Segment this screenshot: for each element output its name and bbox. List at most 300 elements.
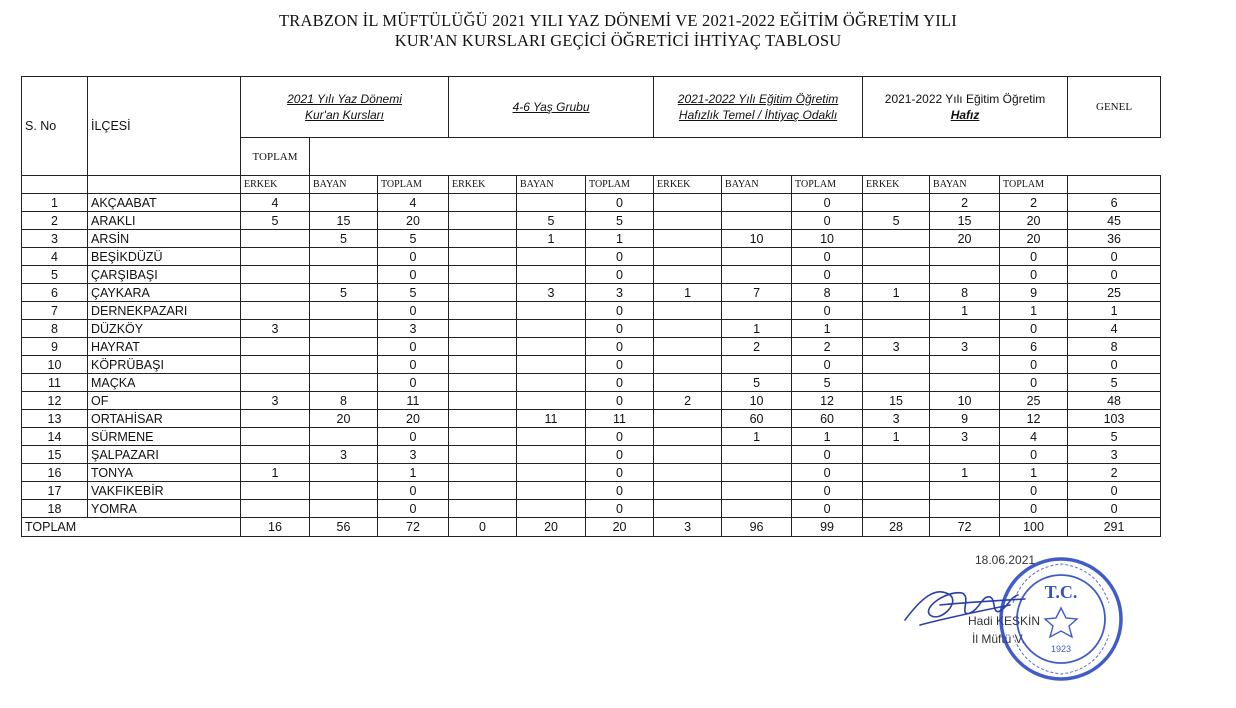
value-cell: 11 [586, 410, 654, 428]
value-cell [241, 356, 310, 374]
row-number: 5 [22, 266, 88, 284]
header-sno: S. No [22, 77, 88, 176]
value-cell [310, 194, 378, 212]
value-cell [654, 320, 722, 338]
value-cell: 0 [792, 446, 863, 464]
sub-bayan: BAYAN [310, 176, 378, 194]
value-cell: 5 [722, 374, 792, 392]
value-cell: 0 [586, 464, 654, 482]
svg-text:T.C.: T.C. [1044, 582, 1078, 602]
value-cell [930, 482, 1000, 500]
value-cell [930, 356, 1000, 374]
header-genel-toplam: TOPLAM [241, 138, 310, 176]
sub-erkek: ERKEK [241, 176, 310, 194]
district-name: TONYA [88, 464, 241, 482]
value-cell [654, 374, 722, 392]
row-number: 13 [22, 410, 88, 428]
value-cell: 1 [654, 284, 722, 302]
value-cell [517, 302, 586, 320]
sub-toplam: TOPLAM [378, 176, 449, 194]
total-cell: 72 [930, 518, 1000, 537]
value-cell [930, 500, 1000, 518]
signature-name: Hadi KESKİN [968, 614, 1041, 628]
value-cell: 2 [1000, 194, 1068, 212]
value-cell: 20 [378, 212, 449, 230]
value-cell [449, 338, 517, 356]
value-cell: 0 [586, 266, 654, 284]
value-cell: 0 [586, 446, 654, 464]
value-cell [722, 266, 792, 284]
row-number: 6 [22, 284, 88, 302]
value-cell: 1 [517, 230, 586, 248]
value-cell: 1 [792, 428, 863, 446]
value-cell: 1 [1000, 302, 1068, 320]
value-cell: 1 [1000, 464, 1068, 482]
signature-date: 18.06.2021 [975, 553, 1036, 567]
table-row [22, 446, 1161, 464]
value-cell: 5 [586, 212, 654, 230]
row-number: 14 [22, 428, 88, 446]
value-cell: 5 [378, 284, 449, 302]
value-cell: 60 [722, 410, 792, 428]
value-cell: 5 [241, 212, 310, 230]
district-name: BEŞİKDÜZÜ [88, 248, 241, 266]
district-name: OF [88, 392, 241, 410]
sub-bayan: BAYAN [930, 176, 1000, 194]
value-cell [517, 356, 586, 374]
table-row [22, 500, 1161, 518]
value-cell [449, 212, 517, 230]
value-cell: 0 [378, 338, 449, 356]
table-row [22, 464, 1161, 482]
value-cell: 3 [863, 338, 930, 356]
header-genel: GENEL [1068, 77, 1161, 138]
value-cell: 5 [517, 212, 586, 230]
value-cell: 7 [722, 284, 792, 302]
value-cell: 0 [586, 248, 654, 266]
value-cell: 11 [378, 392, 449, 410]
value-cell: 0 [1000, 320, 1068, 338]
value-cell: 10 [792, 230, 863, 248]
value-cell: 6 [1000, 338, 1068, 356]
value-cell: 0 [378, 302, 449, 320]
value-cell [517, 248, 586, 266]
value-cell [449, 392, 517, 410]
value-cell [863, 482, 930, 500]
value-cell: 2 [722, 338, 792, 356]
value-cell [517, 194, 586, 212]
value-cell [654, 446, 722, 464]
value-cell [241, 410, 310, 428]
district-name: SÜRMENE [88, 428, 241, 446]
value-cell [517, 266, 586, 284]
value-cell [241, 500, 310, 518]
table-row [22, 428, 1161, 446]
value-cell [722, 446, 792, 464]
value-cell [722, 212, 792, 230]
official-seal-stamp [995, 540, 1127, 698]
value-cell [517, 320, 586, 338]
value-cell [310, 482, 378, 500]
table-row [22, 302, 1161, 320]
value-cell [654, 428, 722, 446]
value-cell: 0 [586, 320, 654, 338]
value-cell: 3 [241, 320, 310, 338]
value-cell: 5 [310, 284, 378, 302]
row-number: 8 [22, 320, 88, 338]
value-cell [310, 320, 378, 338]
value-cell: 1 [1068, 302, 1161, 320]
header-group-hafiz: 2021-2022 Yılı Eğitim Öğretim Hafız [863, 77, 1068, 138]
value-cell: 0 [586, 428, 654, 446]
district-name: YOMRA [88, 500, 241, 518]
total-cell: 0 [449, 518, 517, 537]
value-cell: 103 [1068, 410, 1161, 428]
value-cell [654, 194, 722, 212]
value-cell [449, 464, 517, 482]
value-cell [863, 320, 930, 338]
total-cell: 72 [378, 518, 449, 537]
value-cell: 25 [1068, 284, 1161, 302]
value-cell [449, 356, 517, 374]
value-cell: 0 [378, 266, 449, 284]
value-cell [449, 284, 517, 302]
table-row [22, 194, 1161, 212]
value-cell: 1 [930, 302, 1000, 320]
value-cell [241, 230, 310, 248]
value-cell: 3 [378, 446, 449, 464]
value-cell: 20 [930, 230, 1000, 248]
value-cell [654, 410, 722, 428]
value-cell [863, 230, 930, 248]
total-cell: 16 [241, 518, 310, 537]
value-cell [449, 500, 517, 518]
value-cell: 8 [930, 284, 1000, 302]
value-cell: 0 [792, 356, 863, 374]
value-cell [449, 410, 517, 428]
value-cell [241, 374, 310, 392]
district-name: HAYRAT [88, 338, 241, 356]
row-number: 10 [22, 356, 88, 374]
value-cell [241, 338, 310, 356]
total-label: TOPLAM [22, 518, 241, 537]
value-cell [517, 392, 586, 410]
value-cell: 10 [722, 392, 792, 410]
value-cell [449, 248, 517, 266]
value-cell [449, 446, 517, 464]
value-cell [863, 446, 930, 464]
value-cell [241, 302, 310, 320]
row-number: 17 [22, 482, 88, 500]
total-cell: 99 [792, 518, 863, 537]
total-cell: 28 [863, 518, 930, 537]
value-cell: 20 [310, 410, 378, 428]
sub-erkek: ERKEK [449, 176, 517, 194]
value-cell [863, 464, 930, 482]
value-cell: 4 [241, 194, 310, 212]
district-name: ARSİN [88, 230, 241, 248]
value-cell [930, 248, 1000, 266]
value-cell [863, 248, 930, 266]
value-cell [654, 482, 722, 500]
value-cell: 0 [1068, 248, 1161, 266]
value-cell [863, 374, 930, 392]
value-cell: 1 [792, 320, 863, 338]
header-district: İLÇESİ [88, 77, 241, 176]
value-cell: 10 [722, 230, 792, 248]
value-cell: 2 [930, 194, 1000, 212]
value-cell: 0 [792, 212, 863, 230]
value-cell [863, 266, 930, 284]
value-cell: 1 [586, 230, 654, 248]
value-cell: 0 [378, 500, 449, 518]
sub-erkek: ERKEK [654, 176, 722, 194]
value-cell [930, 320, 1000, 338]
value-cell: 0 [378, 374, 449, 392]
value-cell: 0 [792, 464, 863, 482]
header-empty [22, 176, 88, 194]
value-cell: 0 [1000, 482, 1068, 500]
value-cell [517, 428, 586, 446]
value-cell: 0 [1068, 482, 1161, 500]
header-group-hafizlik: 2021-2022 Yılı Eğitim Öğretim Hafızlık Temel / İhtiyaç Odaklı [654, 77, 863, 138]
total-cell: 20 [586, 518, 654, 537]
header-empty [1068, 176, 1161, 194]
row-number: 3 [22, 230, 88, 248]
table-row [22, 392, 1161, 410]
value-cell: 0 [586, 338, 654, 356]
value-cell [310, 374, 378, 392]
value-cell [449, 230, 517, 248]
table-row [22, 248, 1161, 266]
value-cell [517, 464, 586, 482]
value-cell: 9 [1000, 284, 1068, 302]
district-name: ÇARŞIBAŞI [88, 266, 241, 284]
value-cell [310, 428, 378, 446]
value-cell [449, 320, 517, 338]
value-cell [517, 482, 586, 500]
table-row [22, 356, 1161, 374]
row-number: 16 [22, 464, 88, 482]
value-cell: 0 [1000, 266, 1068, 284]
district-name: ŞALPAZARI [88, 446, 241, 464]
row-number: 4 [22, 248, 88, 266]
value-cell: 5 [1068, 374, 1161, 392]
value-cell: 3 [586, 284, 654, 302]
value-cell [241, 428, 310, 446]
value-cell: 15 [930, 212, 1000, 230]
row-number: 1 [22, 194, 88, 212]
value-cell: 0 [792, 302, 863, 320]
value-cell: 0 [792, 500, 863, 518]
value-cell: 8 [310, 392, 378, 410]
district-name: MAÇKA [88, 374, 241, 392]
total-cell: 100 [1000, 518, 1068, 537]
value-cell: 0 [378, 428, 449, 446]
value-cell [241, 248, 310, 266]
value-cell: 15 [863, 392, 930, 410]
table-row [22, 410, 1161, 428]
value-cell: 48 [1068, 392, 1161, 410]
value-cell [449, 266, 517, 284]
value-cell: 0 [586, 482, 654, 500]
value-cell [654, 500, 722, 518]
sub-bayan: BAYAN [722, 176, 792, 194]
total-cell: 291 [1068, 518, 1161, 537]
value-cell: 3 [930, 428, 1000, 446]
value-cell: 12 [792, 392, 863, 410]
value-cell: 20 [1000, 212, 1068, 230]
value-cell: 5 [792, 374, 863, 392]
district-name: ARAKLI [88, 212, 241, 230]
value-cell: 5 [310, 230, 378, 248]
value-cell: 0 [1000, 446, 1068, 464]
sub-bayan: BAYAN [517, 176, 586, 194]
value-cell: 0 [792, 482, 863, 500]
value-cell [517, 374, 586, 392]
row-number: 2 [22, 212, 88, 230]
value-cell: 0 [1000, 500, 1068, 518]
value-cell [654, 338, 722, 356]
total-cell: 96 [722, 518, 792, 537]
document-title-line2: KUR'AN KURSLARI GEÇİCİ ÖĞRETİCİ İHTİYAÇ TABLOSU [394, 31, 842, 50]
row-number: 9 [22, 338, 88, 356]
value-cell: 60 [792, 410, 863, 428]
value-cell [449, 428, 517, 446]
table-row [22, 374, 1161, 392]
total-row [22, 518, 1161, 537]
value-cell [241, 266, 310, 284]
value-cell: 8 [792, 284, 863, 302]
value-cell: 0 [586, 302, 654, 320]
value-cell: 1 [863, 428, 930, 446]
value-cell [310, 356, 378, 374]
value-cell: 0 [792, 194, 863, 212]
value-cell: 2 [654, 392, 722, 410]
value-cell: 5 [863, 212, 930, 230]
value-cell: 0 [1000, 356, 1068, 374]
value-cell [654, 302, 722, 320]
value-cell [654, 464, 722, 482]
value-cell: 1 [378, 464, 449, 482]
value-cell [654, 356, 722, 374]
header-empty [88, 176, 241, 194]
value-cell: 0 [1000, 248, 1068, 266]
value-cell [722, 500, 792, 518]
value-cell [517, 500, 586, 518]
value-cell [449, 374, 517, 392]
value-cell: 6 [1068, 194, 1161, 212]
value-cell: 0 [586, 194, 654, 212]
value-cell [310, 500, 378, 518]
value-cell: 11 [517, 410, 586, 428]
value-cell: 1 [241, 464, 310, 482]
value-cell: 12 [1000, 410, 1068, 428]
value-cell: 5 [378, 230, 449, 248]
value-cell [654, 212, 722, 230]
value-cell: 0 [792, 248, 863, 266]
value-cell [722, 194, 792, 212]
sub-toplam: TOPLAM [1000, 176, 1068, 194]
signature-role: İl Müftü V. [972, 632, 1025, 646]
district-name: ÇAYKARA [88, 284, 241, 302]
value-cell: 0 [792, 266, 863, 284]
value-cell [863, 356, 930, 374]
value-cell: 5 [1068, 428, 1161, 446]
value-cell: 1 [722, 428, 792, 446]
value-cell: 3 [930, 338, 1000, 356]
value-cell: 20 [1000, 230, 1068, 248]
value-cell [722, 482, 792, 500]
value-cell: 3 [863, 410, 930, 428]
row-number: 7 [22, 302, 88, 320]
total-cell: 3 [654, 518, 722, 537]
row-number: 15 [22, 446, 88, 464]
district-name: VAKFIKEBİR [88, 482, 241, 500]
value-cell [310, 248, 378, 266]
value-cell: 9 [930, 410, 1000, 428]
value-cell [930, 446, 1000, 464]
value-cell [930, 266, 1000, 284]
value-cell: 0 [1068, 356, 1161, 374]
value-cell: 8 [1068, 338, 1161, 356]
value-cell [863, 302, 930, 320]
value-cell: 2 [792, 338, 863, 356]
value-cell [863, 194, 930, 212]
value-cell: 1 [930, 464, 1000, 482]
table-row [22, 482, 1161, 500]
sub-toplam: TOPLAM [586, 176, 654, 194]
document-title-line1: TRABZON İL MÜFTÜLÜĞÜ 2021 YILI YAZ DÖNEMİ VE 2021-2022 EĞİTİM ÖĞRETİM YILI [279, 11, 957, 30]
value-cell: 4 [1068, 320, 1161, 338]
value-cell [310, 338, 378, 356]
value-cell [241, 482, 310, 500]
total-cell: 56 [310, 518, 378, 537]
value-cell [449, 194, 517, 212]
district-name: DÜZKÖY [88, 320, 241, 338]
value-cell: 0 [586, 356, 654, 374]
value-cell: 0 [378, 248, 449, 266]
table-body [22, 194, 1161, 537]
value-cell: 36 [1068, 230, 1161, 248]
value-cell: 15 [310, 212, 378, 230]
value-cell: 3 [378, 320, 449, 338]
value-cell [654, 230, 722, 248]
value-cell: 1 [863, 284, 930, 302]
value-cell: 0 [1068, 500, 1161, 518]
table-row [22, 212, 1161, 230]
district-name: AKÇAABAT [88, 194, 241, 212]
value-cell [449, 302, 517, 320]
value-cell [722, 302, 792, 320]
value-cell: 2 [1068, 464, 1161, 482]
table-row [22, 338, 1161, 356]
row-number: 11 [22, 374, 88, 392]
value-cell [654, 266, 722, 284]
value-cell: 4 [1000, 428, 1068, 446]
value-cell: 3 [310, 446, 378, 464]
value-cell [310, 266, 378, 284]
value-cell: 0 [378, 482, 449, 500]
value-cell: 0 [378, 356, 449, 374]
value-cell: 0 [1000, 374, 1068, 392]
value-cell [241, 284, 310, 302]
value-cell [654, 248, 722, 266]
value-cell: 0 [586, 500, 654, 518]
header-group-summer: 2021 Yılı Yaz Dönemi Kur'an Kursları [241, 77, 449, 138]
value-cell [310, 464, 378, 482]
row-number: 18 [22, 500, 88, 518]
